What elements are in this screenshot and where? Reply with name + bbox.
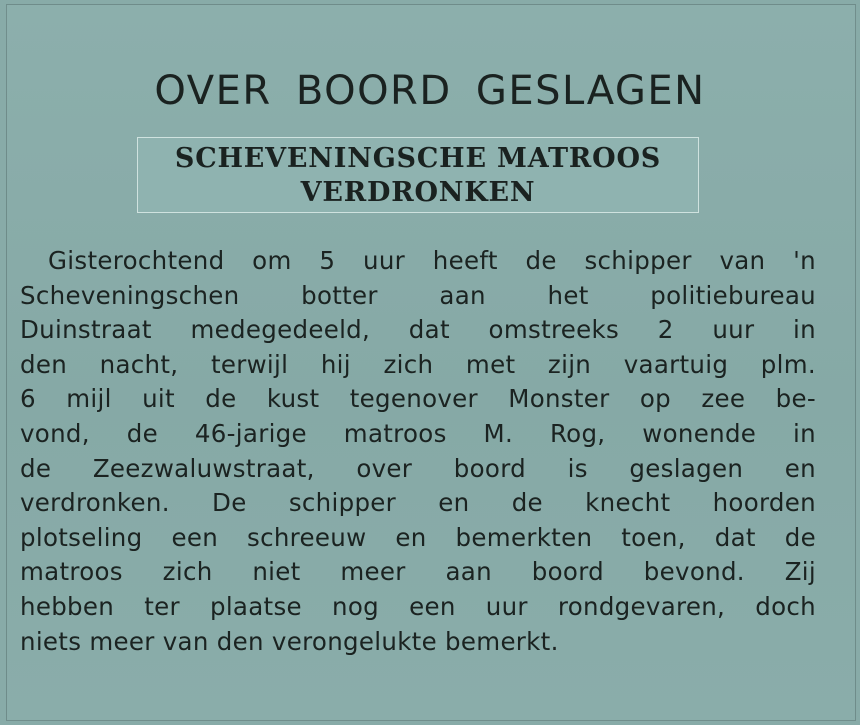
body-line: 6 mijl uit de kust tegenover Monster op zee be-: [20, 384, 816, 414]
body-line: plotseling een schreeuw en bemerkten toen, dat de: [20, 522, 816, 552]
body-line: matroos zich niet meer aan boord bevond. Zij: [20, 557, 816, 587]
body-line: den nacht, terwijl hij zich met zijn vaartuig plm.: [20, 349, 816, 379]
body-line: niets meer van den verongelukte bemerkt.: [20, 626, 559, 656]
body-line: vond, de 46-jarige matroos M. Rog, wonende in: [20, 418, 816, 448]
body-line: verdronken. De schipper en de knecht hoorden: [20, 488, 816, 518]
body-line: Duinstraat medegedeeld, dat omstreeks 2 uur in: [20, 315, 816, 345]
subheadline-line-1: SCHEVENINGSCHE MATROOS: [174, 143, 662, 174]
body-line: Gisterochtend om 5 uur heeft de schipper van 'n: [48, 246, 816, 275]
body-line: de Zeezwaluwstraat, over boord is geslagen en: [20, 453, 816, 483]
headline: OVER BOORD GESLAGEN: [154, 68, 706, 114]
body-line: Scheveningschen botter aan het politiebureau: [20, 280, 816, 310]
subheadline: [138, 142, 698, 210]
article-body: [20, 244, 816, 659]
subheadline-highlight: [137, 137, 699, 213]
body-line: hebben ter plaatse nog een uur rondgevaren, doch: [20, 591, 816, 621]
subheadline-line-2: VERDRONKEN: [300, 177, 536, 208]
